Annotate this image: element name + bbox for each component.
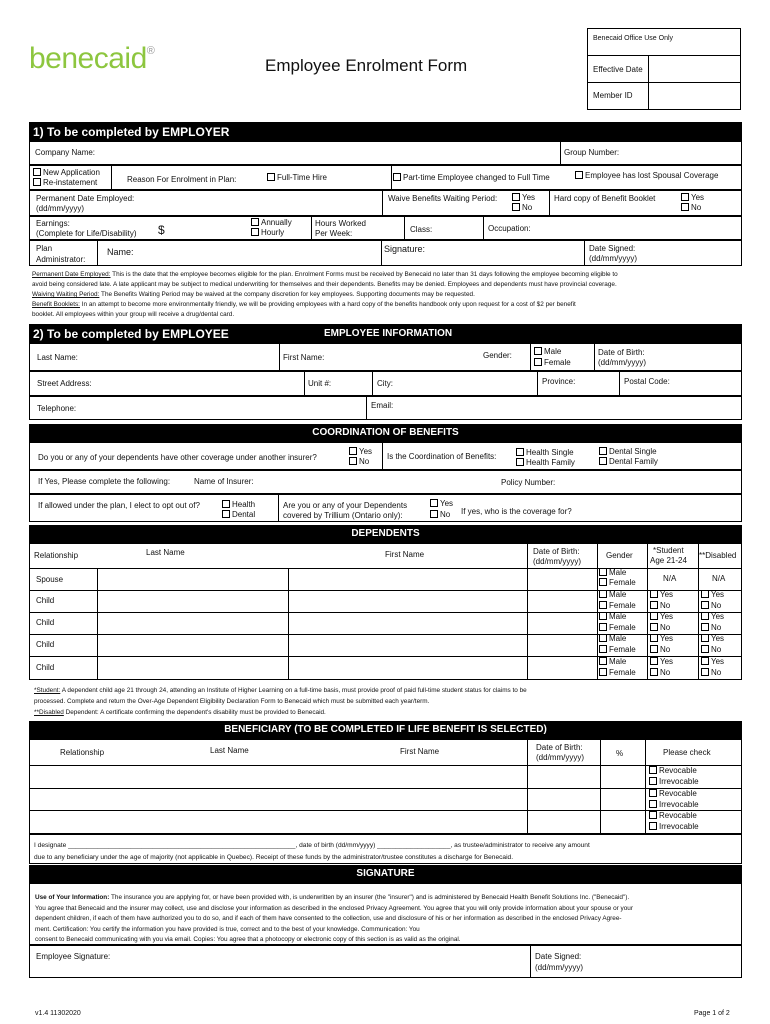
- policy-label: Policy Number:: [501, 478, 556, 487]
- consent-line2: You agree that Benecaid and the insurer may collect, use and disclose your information as described in the enclosed Privacy Agreement. You agree that you will only provide information about your spouse or your: [35, 904, 633, 912]
- plan-admin-label2: Administrator:: [36, 255, 86, 264]
- ben-col-relationship: Relationship: [60, 748, 105, 757]
- postal-label: Postal Code:: [624, 377, 670, 386]
- dep-col-gender: Gender: [606, 551, 633, 560]
- hours-label2: Per Week:: [315, 229, 353, 238]
- dep-row-child: Child: [36, 596, 55, 605]
- ben-revocable-2[interactable]: Revocable Irrevocable: [649, 789, 699, 810]
- dep-col-relationship: Relationship: [34, 551, 79, 560]
- occupation-label: Occupation:: [488, 224, 531, 233]
- ben-revocable-3[interactable]: Revocable Irrevocable: [649, 811, 699, 832]
- if-yes-label: If Yes, Please complete the following:: [38, 477, 171, 486]
- employee-info-title: EMPLOYEE INFORMATION: [324, 328, 453, 339]
- reinstatement-checkbox[interactable]: Re-instatement: [33, 177, 100, 188]
- other-coverage-no[interactable]: No: [349, 457, 369, 466]
- cob-header: [29, 424, 742, 442]
- consent-line5: consent to Benecaid communicating with you via email. Copies: You agree that a photocopy or electronic copy of this section is as valid as the original.: [35, 936, 461, 944]
- consent-line1: Use of Your Information: The insurance you are applying for, or have been provided with, is underwritten by an insurer (the "insurer") and is administered by Benecaid Health Benefit Solutions Inc. ("Benecaid").: [35, 894, 630, 901]
- dep-disabled-child[interactable]: Yes No: [701, 590, 724, 611]
- perm-date-format: (dd/mm/yyyy): [36, 204, 84, 213]
- trustee-line2: due to any beneficiary under the age of majority (not applicable in Quebec). Receipt of these funds by the administrator/trustee constitutes a discharge for Benecaid.: [34, 854, 514, 861]
- trillium-who-label: If yes, who is the coverage for?: [461, 507, 572, 516]
- spousal-checkbox[interactable]: Employee has lost Spousal Coverage: [575, 171, 718, 180]
- dependents-header: [29, 525, 742, 543]
- trustee-line1: I designate ______________________________________________________________, date of birth (dd/mm/yyyy) ____________________, as trustee/administrator to receive any amount: [34, 842, 590, 849]
- employee-date-format: (dd/mm/yyyy): [535, 963, 583, 972]
- section1-notes: [32, 270, 742, 320]
- ben-col-first: First Name: [400, 747, 440, 756]
- group-number-label: Group Number:: [564, 148, 620, 157]
- waive-yes-checkbox[interactable]: Yes: [512, 193, 535, 202]
- consent-box: [29, 883, 742, 945]
- note-perm-date: Permanent Date Employed: This is the date that the employee becomes eligible for the plan. Enrolment Forms must be received by Benecaid no later than 31 days following the employee becoming eligible to: [32, 271, 618, 278]
- form-title: Employee Enrolment Form: [265, 56, 468, 75]
- benecaid-logo: [29, 42, 154, 76]
- hourly-checkbox[interactable]: Hourly: [251, 228, 284, 237]
- office-use-label: Benecaid Office Use Only: [593, 35, 674, 42]
- address-row: [29, 371, 742, 396]
- emp-male-checkbox[interactable]: Male: [534, 347, 561, 356]
- health-family-checkbox[interactable]: Health Family: [516, 458, 575, 467]
- reason-label: Reason For Enrolment in Plan:: [127, 175, 237, 184]
- ben-col-check: Please check: [663, 748, 711, 757]
- waive-label: Waive Benefits Waiting Period:: [388, 194, 498, 203]
- signature-title: SIGNATURE: [356, 868, 415, 879]
- dependents-title: DEPENDENTS: [351, 528, 420, 539]
- earnings-note: (Complete for Life/Disability): [36, 229, 137, 238]
- other-coverage-yes[interactable]: Yes: [349, 447, 372, 456]
- dep-gender-spouse[interactable]: Male Female: [599, 568, 636, 588]
- dep-student-child[interactable]: Yes No: [650, 634, 673, 655]
- cob-title: COORDINATION OF BENEFITS: [312, 427, 459, 438]
- dep-gender-child[interactable]: Male Female: [599, 657, 636, 678]
- trillium-no[interactable]: No: [430, 510, 450, 519]
- emp-dob-label: Date of Birth:: [598, 348, 645, 357]
- hardcopy-no-checkbox[interactable]: No: [681, 203, 701, 212]
- plan-admin-label: Plan: [36, 244, 53, 253]
- dental-family-checkbox[interactable]: Dental Family: [599, 457, 658, 466]
- optout-row: [29, 494, 742, 522]
- dep-disabled-na: N/A: [712, 574, 726, 583]
- version-label: v1.4 11302020: [35, 1010, 81, 1017]
- class-label: Class:: [410, 225, 433, 234]
- health-single-checkbox[interactable]: Health Single: [516, 448, 574, 457]
- dep-row-child: Child: [36, 663, 55, 672]
- dep-gender-child[interactable]: Male Female: [599, 590, 636, 611]
- section2-header: [29, 324, 742, 343]
- dep-col-disabled: **Disabled: [699, 551, 737, 560]
- beneficiary-title: BENEFICIARY (TO BE COMPLETED IF LIFE BENEFIT IS SELECTED): [224, 724, 547, 735]
- admin-date-label: Date Signed:: [589, 244, 636, 253]
- province-label: Province:: [542, 377, 576, 386]
- emp-dob-format: (dd/mm/yyyy): [598, 358, 646, 367]
- beneficiary-table: [29, 739, 742, 834]
- disabled-note: **Disabled Dependent: A certificate confirming the dependent's disability must be provided to Benecaid.: [34, 709, 326, 716]
- dep-disabled-child[interactable]: Yes No: [701, 612, 724, 633]
- cob-type-question: Is the Coordination of Benefits:: [387, 452, 497, 461]
- note-cards: booklet. All employees within your group will receive a drug/dental card.: [32, 311, 235, 318]
- ben-col-last: Last Name: [210, 746, 249, 755]
- consent-line4: ment. Certification: You certify the information you have provided is true, correct and to the best of your knowledge. Communication: You: [35, 925, 420, 933]
- gender-label: Gender:: [483, 351, 512, 360]
- waive-no-checkbox[interactable]: No: [512, 203, 532, 212]
- dep-student-child[interactable]: Yes No: [650, 590, 673, 611]
- member-id-label: Member ID: [593, 91, 633, 100]
- dep-gender-child[interactable]: Male Female: [599, 634, 636, 655]
- ben-col-pct: %: [616, 749, 624, 758]
- cob-row: [29, 442, 742, 470]
- insurer-label: Name of Insurer:: [194, 477, 254, 486]
- perm-date-label: Permanent Date Employed:: [36, 194, 135, 203]
- optout-health-checkbox[interactable]: Health: [222, 500, 255, 509]
- dep-col-student: *Student: [653, 546, 684, 555]
- dep-student-na: N/A: [663, 574, 677, 583]
- section2-title: 2) To be completed by EMPLOYEE: [33, 327, 229, 341]
- dental-single-checkbox[interactable]: Dental Single: [599, 447, 657, 456]
- trillium-yes[interactable]: Yes: [430, 499, 453, 508]
- last-name-label: Last Name:: [37, 353, 78, 362]
- first-name-label: First Name:: [283, 353, 325, 362]
- company-name-label: Company Name:: [35, 148, 96, 157]
- other-coverage-question: Do you or any of your dependents have other coverage under another insurer?: [38, 453, 317, 462]
- email-label: Email:: [371, 401, 394, 410]
- consent-line3: dependent children, if each of them have authorized you to do so, and if each of them have consented to the collection, use and disclosure of his or her information as described in the enclosed Privacy Agree-: [35, 915, 622, 923]
- trillium-label: Are you or any of your Dependents: [283, 501, 408, 510]
- optout-dental-checkbox[interactable]: Dental: [222, 510, 255, 519]
- emp-female-checkbox[interactable]: Female: [534, 358, 571, 367]
- beneficiary-header: [29, 721, 742, 739]
- company-row[interactable]: [29, 141, 742, 165]
- perm-date-row: [29, 190, 742, 216]
- fulltime-checkbox[interactable]: Full-Time Hire: [267, 173, 327, 182]
- page-number: Page 1 of 2: [694, 1010, 730, 1017]
- dep-row-spouse: Spouse: [36, 575, 64, 584]
- name-row: [29, 343, 742, 371]
- student-note2: processed. Complete and return the Over-Age Dependent Eligibility Declaration Form to Benecaid which must be submitted each year/term.: [34, 698, 430, 705]
- plan-admin-row: [29, 240, 742, 266]
- student-note: *Student: A dependent child age 21 through 24, attending an Institute of Higher Learning on a full-time basis, must provide proof of paid full-time student status for claims to be: [34, 687, 527, 694]
- dep-disabled-child[interactable]: Yes No: [701, 657, 724, 678]
- logo-text: benecaid: [29, 42, 147, 75]
- employee-date-label: Date Signed:: [535, 952, 582, 961]
- optout-label: If allowed under the plan, I elect to opt out of?: [38, 501, 200, 510]
- note-late-applicant: avoid being considered late. A late applicant may be subject to medical underwriting for themselves and their dependents. Benefits may be denied. Employees and dependents must have provincial coverage.: [32, 281, 617, 288]
- hardcopy-label: Hard copy of Benefit Booklet: [554, 194, 656, 203]
- ben-revocable-1[interactable]: Revocable Irrevocable: [649, 766, 699, 787]
- signature-header: [29, 865, 742, 883]
- city-label: City:: [377, 379, 393, 388]
- dep-col-dob-fmt: (dd/mm/yyyy): [533, 557, 581, 566]
- dep-col-last: Last Name: [146, 548, 185, 557]
- trustee-box: [29, 834, 742, 864]
- dep-col-dob: Date of Birth:: [533, 547, 580, 556]
- section1-header: [29, 122, 742, 141]
- section1-title: 1) To be completed by EMPLOYER: [33, 125, 230, 139]
- telephone-label: Telephone:: [37, 404, 77, 413]
- contact-row: [29, 396, 742, 420]
- dep-gender-child[interactable]: Male Female: [599, 612, 636, 633]
- dep-row-child: Child: [36, 640, 55, 649]
- employee-signature-box[interactable]: [29, 945, 742, 978]
- logo-mark: ®: [146, 45, 155, 57]
- dependents-table: [29, 543, 742, 680]
- admin-date-format: (dd/mm/yyyy): [589, 254, 637, 263]
- unit-label: Unit #:: [308, 379, 332, 388]
- employee-signature-label: Employee Signature:: [36, 952, 111, 961]
- annually-checkbox[interactable]: Annually: [251, 218, 292, 227]
- dep-disabled-child[interactable]: Yes No: [701, 634, 724, 655]
- dep-row-child: Child: [36, 618, 55, 627]
- earnings-row: [29, 216, 742, 240]
- dep-student-child[interactable]: Yes No: [650, 612, 673, 633]
- dep-col-student-age: Age 21-24: [650, 556, 687, 565]
- effective-date-label: Effective Date: [593, 65, 643, 74]
- hardcopy-yes-checkbox[interactable]: Yes: [681, 193, 704, 202]
- parttime-checkbox[interactable]: Part-time Employee changed to Full Time: [393, 173, 550, 182]
- earnings-label: Earnings:: [36, 219, 70, 228]
- admin-name-label: Name:: [107, 247, 134, 257]
- office-use-box: [587, 28, 741, 110]
- dep-student-child[interactable]: Yes No: [650, 657, 673, 678]
- admin-signature-label: Signature:: [384, 244, 426, 254]
- ben-col-dob: Date of Birth:: [536, 743, 583, 752]
- dep-col-first: First Name: [385, 550, 425, 559]
- trillium-label2: covered by Trillium (Ontario only):: [283, 511, 403, 520]
- note-booklets: Benefit Booklets: In an attempt to become more environmentally friendly, we will be providing employees with a hard copy of the benefits handbook only upon request for a cost of $2 per benefit: [32, 301, 576, 308]
- ben-col-dob-fmt: (dd/mm/yyyy): [536, 753, 584, 762]
- dependents-notes: [34, 685, 740, 718]
- note-waiting: Waiving Waiting Period: The Benefits Waiting Period may be waived at the company discretion for key employees. Supporting documents may be requested.: [32, 291, 475, 298]
- insurer-row: [29, 470, 742, 494]
- hours-label: Hours Worked: [315, 219, 366, 228]
- street-label: Street Address:: [37, 379, 92, 388]
- reason-row: [29, 165, 742, 190]
- new-application-checkbox[interactable]: New Application: [33, 167, 100, 178]
- dollar-sign: $: [158, 223, 165, 237]
